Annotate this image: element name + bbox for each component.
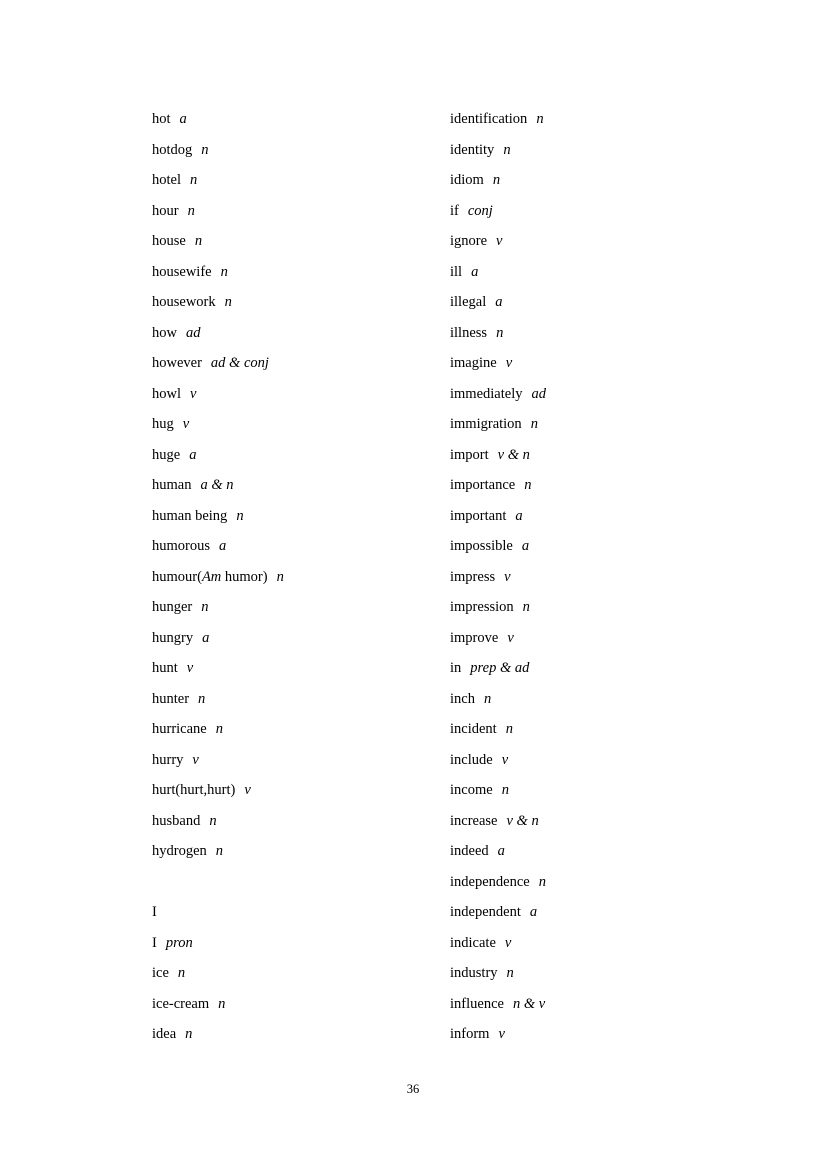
entry-word: housework — [152, 294, 216, 310]
dictionary-entry — [152, 958, 450, 989]
entry-part-of-speech: a — [521, 538, 530, 554]
entry-word: hot — [152, 111, 171, 127]
dictionary-entry — [450, 135, 712, 166]
dictionary-entry — [152, 470, 450, 501]
dictionary-entry — [450, 562, 712, 593]
entry-part-of-speech: n — [503, 141, 511, 158]
dictionary-entry — [152, 623, 450, 654]
entry-word: include — [450, 751, 493, 768]
entry-word: independence — [450, 873, 530, 890]
dictionary-entry — [450, 897, 712, 928]
entry-part-of-speech: n — [496, 324, 504, 341]
entry-part-of-speech: n — [185, 1026, 193, 1042]
dictionary-entry — [450, 653, 712, 684]
entry-part-of-speech: n — [505, 721, 513, 737]
entry-word: human being — [152, 507, 228, 524]
section-letter-heading: I — [152, 904, 157, 920]
entry-part-of-speech: v & n — [497, 446, 530, 463]
entry-part-of-speech: n — [201, 141, 209, 158]
entry-part-of-speech: n — [524, 477, 532, 493]
entry-word-variant-label: Am — [201, 568, 222, 585]
entry-part-of-speech: a — [471, 263, 479, 280]
entry-word-variant: humor) — [221, 568, 268, 585]
dictionary-entry — [152, 745, 450, 776]
dictionary-entry — [152, 714, 450, 745]
dictionary-entry — [450, 989, 712, 1020]
dictionary-entry — [152, 592, 450, 623]
entry-word: hydrogen — [152, 843, 207, 859]
entry-word: howl — [152, 385, 181, 402]
dictionary-entry — [152, 531, 450, 562]
left-column — [152, 104, 450, 1050]
entry-part-of-speech: n — [536, 111, 544, 127]
entry-part-of-speech: a — [179, 111, 187, 127]
dictionary-entry — [450, 104, 712, 135]
entry-word: hotdog — [152, 141, 193, 158]
dictionary-entry — [152, 348, 450, 379]
dictionary-entry — [450, 684, 712, 715]
entry-word: hungry — [152, 629, 194, 646]
entry-word: I — [152, 934, 157, 951]
dictionary-entry — [450, 775, 712, 806]
entry-word: independent — [450, 904, 521, 920]
entry-word: ice — [152, 965, 169, 981]
entry-part-of-speech: v — [182, 416, 190, 432]
dictionary-entry — [152, 928, 450, 959]
dictionary-entry — [152, 165, 450, 196]
entry-word: hug — [152, 416, 174, 432]
entry-part-of-speech: v — [507, 629, 514, 646]
dictionary-entry — [450, 501, 712, 532]
entry-part-of-speech: v — [496, 233, 503, 249]
entry-word: immigration — [450, 416, 522, 432]
entry-word: importance — [450, 477, 516, 493]
dictionary-entry — [450, 592, 712, 623]
entry-word: idiom — [450, 172, 484, 188]
entry-word: indicate — [450, 934, 496, 951]
dictionary-entry — [152, 501, 450, 532]
entry-word: hunt — [152, 660, 178, 676]
entry-part-of-speech: v — [498, 1026, 505, 1042]
entry-part-of-speech: a — [189, 446, 197, 463]
entry-word: inch — [450, 690, 475, 707]
entry-word: impression — [450, 599, 514, 615]
dictionary-entry — [152, 806, 450, 837]
dictionary-entry — [152, 226, 450, 257]
entry-part-of-speech: ad — [185, 324, 201, 341]
dictionary-entry — [450, 1019, 712, 1050]
dictionary-entry — [152, 287, 450, 318]
dictionary-entry — [450, 531, 712, 562]
entry-part-of-speech: v — [192, 751, 199, 768]
entry-word: hurricane — [152, 721, 207, 737]
entry-part-of-speech: ad & conj — [210, 355, 269, 371]
entry-word: identification — [450, 111, 528, 127]
entry-word: however — [152, 355, 202, 371]
entry-word: hunger — [152, 599, 193, 615]
entry-part-of-speech: v — [244, 782, 251, 798]
entry-part-of-speech: a — [529, 904, 538, 920]
entry-word: ill — [450, 263, 463, 280]
right-column — [450, 104, 712, 1050]
entry-word: industry — [450, 965, 498, 981]
entry-word: human — [152, 477, 192, 493]
entry-word: hurt(hurt,hurt) — [152, 782, 236, 798]
entry-part-of-speech: a — [497, 843, 505, 859]
dictionary-entry — [152, 989, 450, 1020]
entry-word: imagine — [450, 355, 497, 371]
entry-word: how — [152, 324, 177, 341]
dictionary-entry — [450, 928, 712, 959]
entry-word: immediately — [450, 385, 523, 402]
dictionary-entry — [450, 409, 712, 440]
entry-word: identity — [450, 141, 495, 158]
dictionary-entry — [450, 196, 712, 227]
entry-part-of-speech: n — [187, 202, 195, 219]
entry-part-of-speech: conj — [467, 202, 493, 219]
entry-part-of-speech: v — [504, 934, 512, 951]
dictionary-entry — [152, 1019, 450, 1050]
dictionary-entry — [152, 440, 450, 471]
entry-word: illegal — [450, 294, 487, 310]
entry-part-of-speech: a — [202, 629, 210, 646]
entry-part-of-speech: pron — [165, 934, 193, 951]
entry-part-of-speech: n — [276, 568, 284, 585]
entry-part-of-speech: n — [190, 172, 198, 188]
entry-word: husband — [152, 812, 201, 829]
dictionary-entry — [450, 226, 712, 257]
dictionary-entry — [450, 440, 712, 471]
entry-word: impossible — [450, 538, 513, 554]
entry-part-of-speech: n — [236, 507, 244, 524]
entry-word: hotel — [152, 172, 181, 188]
entry-part-of-speech: n — [218, 995, 226, 1012]
dictionary-entry — [450, 867, 712, 898]
entry-word: import — [450, 446, 489, 463]
entry-part-of-speech: n — [194, 233, 203, 249]
entry-part-of-speech: n — [538, 873, 546, 890]
dictionary-entry — [450, 470, 712, 501]
entry-part-of-speech: a — [495, 294, 503, 310]
dictionary-entry — [450, 379, 712, 410]
entry-part-of-speech: n — [201, 599, 209, 615]
entry-part-of-speech: n — [506, 965, 514, 981]
dictionary-entry — [152, 379, 450, 410]
entry-word: illness — [450, 324, 488, 341]
entry-part-of-speech: n — [501, 782, 509, 798]
entry-word: in — [450, 660, 462, 676]
dictionary-entry — [152, 775, 450, 806]
dictionary-entry — [450, 958, 712, 989]
dictionary-entry — [152, 318, 450, 349]
dictionary-entry — [152, 653, 450, 684]
entry-part-of-speech: a — [219, 538, 227, 554]
entry-part-of-speech: n — [215, 843, 224, 859]
dictionary-entry — [450, 714, 712, 745]
entry-part-of-speech: n — [530, 416, 538, 432]
entry-word: indeed — [450, 843, 489, 859]
dictionary-entry — [450, 836, 712, 867]
entry-word: incident — [450, 721, 497, 737]
entry-part-of-speech: n — [215, 721, 223, 737]
entry-part-of-speech: n — [483, 690, 492, 707]
entry-word: hour — [152, 202, 179, 219]
entry-part-of-speech: v — [190, 385, 197, 402]
entry-word: housewife — [152, 263, 212, 280]
entry-part-of-speech: a — [515, 507, 523, 524]
entry-word: huge — [152, 446, 181, 463]
page-number: 36 — [406, 1082, 420, 1096]
entry-part-of-speech: n — [522, 599, 530, 615]
entry-word: inform — [450, 1026, 490, 1042]
entry-word: house — [152, 233, 186, 249]
dictionary-entry — [152, 684, 450, 715]
dictionary-entry — [450, 348, 712, 379]
dictionary-entry — [152, 196, 450, 227]
entry-word: idea — [152, 1026, 177, 1042]
entry-word: hunter — [152, 690, 190, 707]
dictionary-entry — [450, 165, 712, 196]
entry-part-of-speech: n — [198, 690, 206, 707]
entry-part-of-speech: ad — [531, 385, 546, 402]
entry-word: income — [450, 782, 493, 798]
entry-word: increase — [450, 812, 498, 829]
entry-part-of-speech: n & v — [512, 995, 546, 1012]
dictionary-entry — [152, 836, 450, 867]
entry-part-of-speech: n — [224, 294, 232, 310]
dictionary-entry — [450, 623, 712, 654]
entry-word: ice-cream — [152, 995, 210, 1012]
dictionary-entry — [450, 287, 712, 318]
entry-part-of-speech: v — [505, 355, 513, 371]
dictionary-entry — [450, 745, 712, 776]
entry-word: improve — [450, 629, 499, 646]
entry-part-of-speech: v — [504, 568, 511, 585]
entry-part-of-speech: n — [177, 965, 186, 981]
entry-part-of-speech: n — [220, 263, 228, 280]
entry-part-of-speech: v & n — [506, 812, 539, 829]
dictionary-entry — [152, 257, 450, 288]
entry-part-of-speech: n — [209, 812, 217, 829]
entry-word: humour( — [152, 568, 202, 585]
dictionary-entry — [152, 562, 450, 593]
entry-word: impress — [450, 568, 496, 585]
dictionary-entry — [152, 104, 450, 135]
dictionary-entry — [152, 135, 450, 166]
entry-word: if — [450, 202, 459, 219]
entry-part-of-speech: n — [492, 172, 501, 188]
dictionary-entry — [152, 409, 450, 440]
entry-word: important — [450, 507, 507, 524]
entry-part-of-speech: prep & ad — [470, 660, 530, 676]
dictionary-entry — [450, 257, 712, 288]
dictionary-entry — [450, 806, 712, 837]
entry-word: hurry — [152, 751, 184, 768]
entry-part-of-speech: v — [186, 660, 194, 676]
dictionary-entry — [450, 318, 712, 349]
entry-word: humorous — [152, 538, 210, 554]
entry-part-of-speech: v — [501, 751, 509, 768]
entry-word: ignore — [450, 233, 488, 249]
entry-word: influence — [450, 995, 504, 1012]
column-spacer — [152, 867, 450, 898]
entry-part-of-speech: a & n — [200, 477, 234, 493]
entry-columns — [152, 104, 712, 1050]
